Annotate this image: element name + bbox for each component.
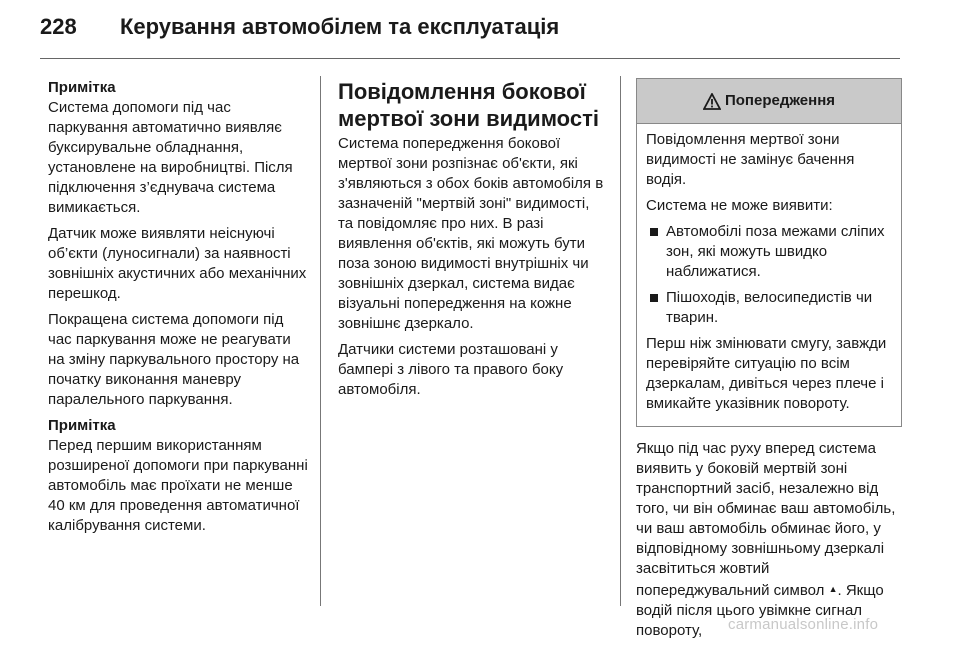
column-divider-2: [620, 76, 621, 606]
column-left: [48, 78, 310, 542]
note-title: Примітка: [48, 79, 116, 96]
warning-body: [637, 124, 901, 426]
paragraph: Перш ніж змінювати смугу, завжди перевіряйте ситуацію по всім дзеркалам, дивіться через плече і вмикайте указівник повороту.: [646, 335, 887, 412]
page-title: Керування автомобілем та експлуатація: [120, 14, 560, 39]
paragraph-text: . Якщо водій після цього увімкне сигнал повороту,: [636, 582, 884, 639]
paragraph: Покращена система допомоги під час паркування може не реагувати на зміну паркувального простору на початку виконання маневру паралельного паркування.: [48, 311, 300, 408]
paragraph-text: Якщо під час руху вперед система виявить у боковій мертвій зоні транспортний засіб, незалежно від того, чи він обминає ваш автомобіль, чи ваш автомобіль обминає його, у відповідному зовнішньому дзеркалі засвітиться жовтий попереджувальний символ: [636, 440, 896, 599]
section-title: Повідомлення бокової мертвої зони видимості: [338, 79, 599, 131]
page-header: [0, 0, 960, 62]
paragraph: Датчик може виявляти неіснуючі об’єкти (луносигнали) за наявності зовнішніх акустичних або механічних перешкод.: [48, 225, 307, 302]
warning-triangle-icon: [703, 93, 721, 110]
note-text: Перед першим використанням розширеної допомоги при паркуванні автомобіль має проїхати не менше 40 км для проведення автоматичної калібрування системи.: [48, 437, 308, 534]
warning-title: Попередження: [724, 92, 836, 109]
header-rule: [40, 58, 900, 59]
side-blind-zone-icon: ▲: [828, 584, 838, 594]
list-item: Пішоходів, велосипедистів чи тварин.: [646, 288, 893, 328]
paragraph: Система не може виявити:: [646, 197, 833, 214]
page-number: 228: [40, 14, 77, 39]
column-middle: [338, 78, 608, 406]
watermark: carmanualsonline.info: [728, 616, 879, 633]
paragraph: Датчики системи розташовані у бампері з лівого та правого боку автомобіля.: [338, 341, 564, 398]
paragraph: Система попередження бокової мертвої зони розпізнає об'єкти, які з'являються з обох боків автомобіля в зазначеній "мертвій зоні" видимості, та повідомляє про них. В разі виявлення об'єктів, які можуть бути поза зоною видимості внутрішніх чи зовнішніх дзеркал, система видає візуальні попередження на кожне зовнішнє дзеркало.: [338, 135, 604, 332]
warning-box: [636, 78, 902, 427]
paragraph: [636, 439, 902, 641]
column-right: [636, 78, 902, 647]
list-item: Автомобілі поза межами сліпих зон, які можуть швидко наближатися.: [646, 222, 893, 282]
warning-header: [637, 79, 901, 124]
paragraph: Повідомлення мертвої зони видимості не замінує бачення водія.: [646, 131, 855, 188]
note-text: Система допомоги під час паркування автоматично виявляє буксирувальне обладнання, установлене на виробництві. Після підключення з’єднувача система вимикається.: [48, 99, 293, 216]
column-divider-1: [320, 76, 321, 606]
note-title: Примітка: [48, 417, 116, 434]
